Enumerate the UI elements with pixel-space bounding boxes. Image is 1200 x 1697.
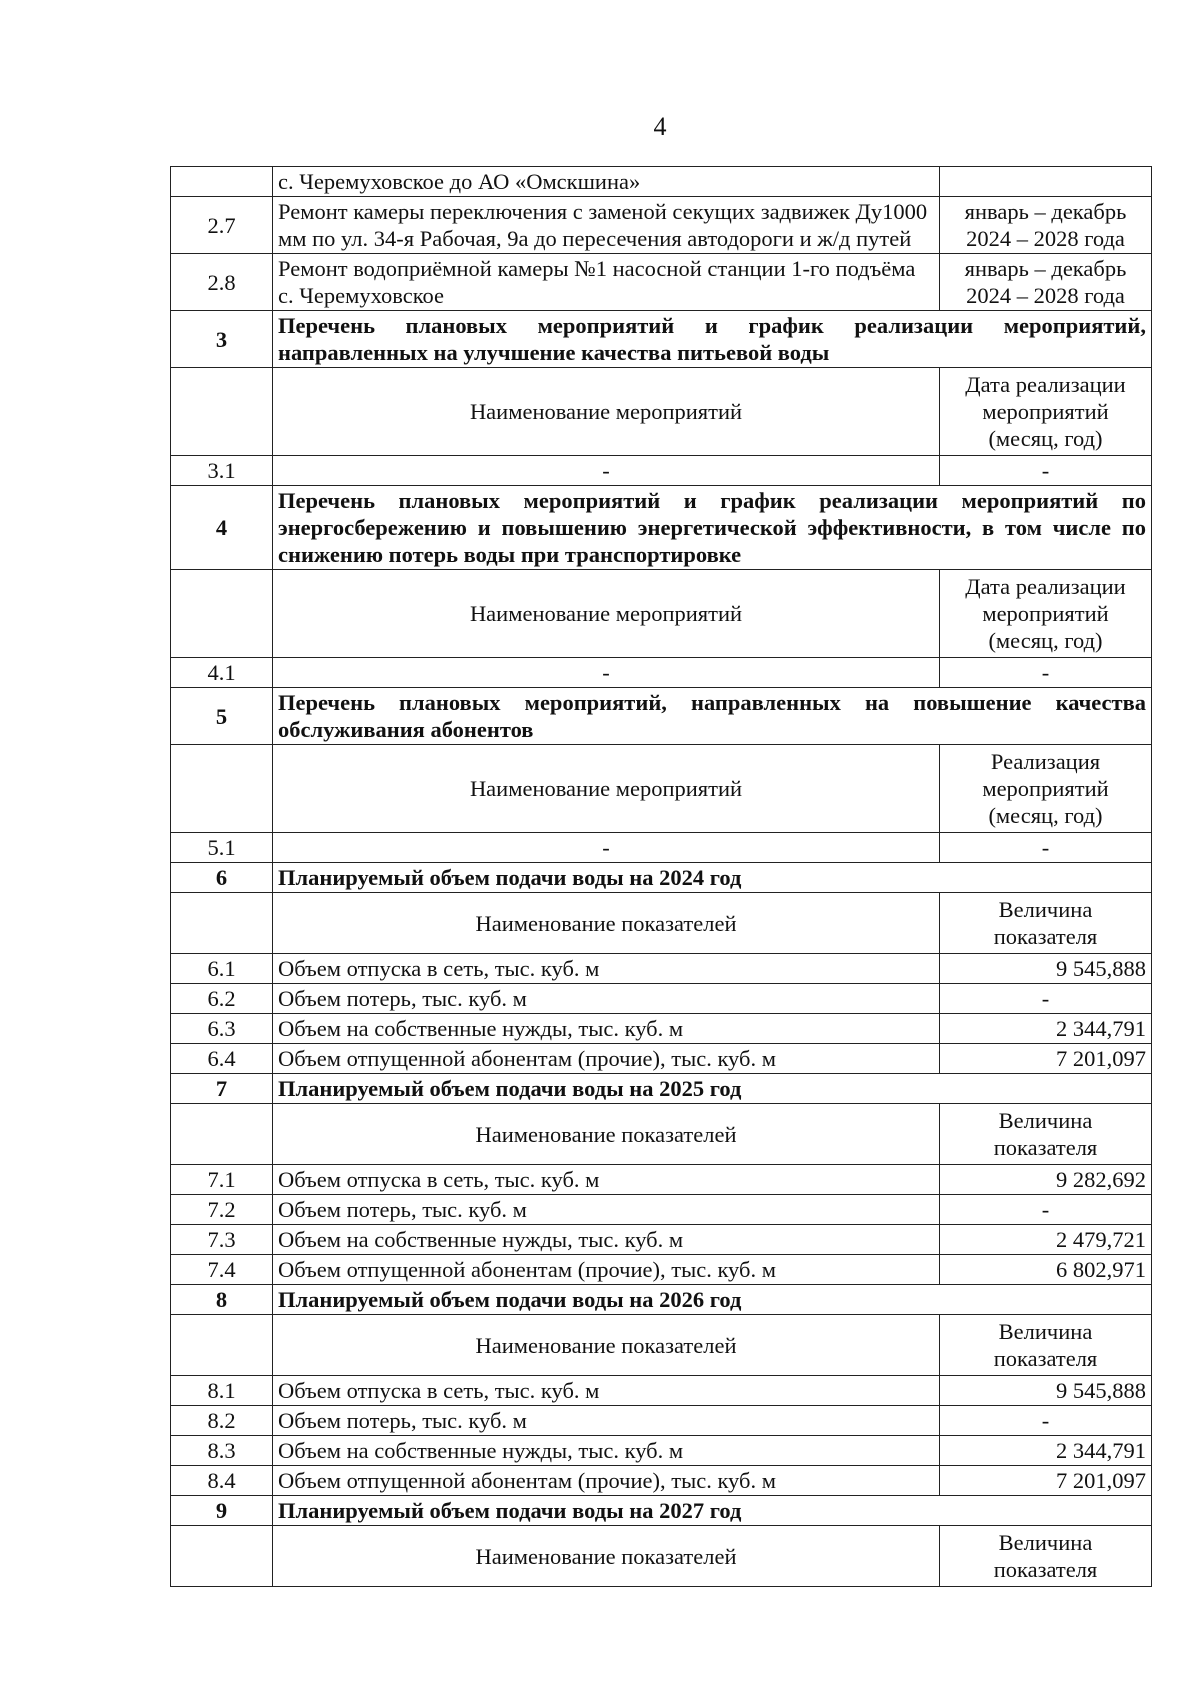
header-number-cell <box>171 1315 273 1376</box>
section-number: 5 <box>171 688 273 745</box>
table-row <box>171 197 1152 254</box>
row-number: 8.2 <box>171 1406 273 1436</box>
section-title: Планируемый объем подачи воды на 2027 год <box>273 1496 1152 1526</box>
section-title: Планируемый объем подачи воды на 2024 год <box>273 863 1152 893</box>
section-row <box>171 311 1152 368</box>
header-number-cell <box>171 1526 273 1587</box>
column-header-row <box>171 1315 1152 1376</box>
row-name: Объем отпущенной абонентам (прочие), тыс. куб. м <box>273 1255 940 1285</box>
row-number: 6.1 <box>171 954 273 984</box>
header-number-cell <box>171 745 273 833</box>
row-name: Ремонт водоприёмной камеры №1 насосной станции 1-го подъёма с. Черемуховское <box>273 254 940 311</box>
row-number: 8.3 <box>171 1436 273 1466</box>
section-number: 4 <box>171 486 273 570</box>
section-number: 3 <box>171 311 273 368</box>
row-number: 7.4 <box>171 1255 273 1285</box>
measures-table <box>170 166 1152 1587</box>
row-number: 6.3 <box>171 1014 273 1044</box>
section-row <box>171 486 1152 570</box>
section-title: Перечень плановых мероприятий, направленных на повышение качества обслуживания абонентов <box>273 688 1152 745</box>
column-header-row <box>171 1104 1152 1165</box>
page-number: 4 <box>653 112 667 141</box>
row-name: - <box>273 833 940 863</box>
row-value <box>940 167 1152 197</box>
column-header-row <box>171 368 1152 456</box>
row-number: 7.1 <box>171 1165 273 1195</box>
row-value: 6 802,971 <box>940 1255 1152 1285</box>
header-name: Наименование показателей <box>273 1104 940 1165</box>
row-value: 9 545,888 <box>940 1376 1152 1406</box>
row-name: Ремонт камеры переключения с заменой секущих задвижек Ду1000 мм по ул. 34-я Рабочая, 9а до пересечения автодороги и ж/д путей <box>273 197 940 254</box>
row-value: - <box>940 984 1152 1014</box>
row-value: 9 282,692 <box>940 1165 1152 1195</box>
header-value: Величина показателя <box>940 893 1152 954</box>
row-number <box>171 167 273 197</box>
row-name: Объем отпуска в сеть, тыс. куб. м <box>273 1165 940 1195</box>
row-name: Объем потерь, тыс. куб. м <box>273 1195 940 1225</box>
row-number: 2.8 <box>171 254 273 311</box>
header-value: Величина показателя <box>940 1104 1152 1165</box>
table-row <box>171 167 1152 197</box>
table-row <box>171 1165 1152 1195</box>
column-header-row <box>171 570 1152 658</box>
section-number: 7 <box>171 1074 273 1104</box>
table-row <box>171 1014 1152 1044</box>
row-name: Объем на собственные нужды, тыс. куб. м <box>273 1436 940 1466</box>
section-row <box>171 863 1152 893</box>
column-header-row <box>171 893 1152 954</box>
row-name: Объем потерь, тыс. куб. м <box>273 984 940 1014</box>
table-row <box>171 1466 1152 1496</box>
row-value: 7 201,097 <box>940 1466 1152 1496</box>
section-number: 6 <box>171 863 273 893</box>
row-number: 5.1 <box>171 833 273 863</box>
row-number: 8.1 <box>171 1376 273 1406</box>
row-name: Объем отпущенной абонентам (прочие), тыс. куб. м <box>273 1044 940 1074</box>
table-row <box>171 1225 1152 1255</box>
row-value: январь – декабрь 2024 – 2028 года <box>940 197 1152 254</box>
section-title: Планируемый объем подачи воды на 2025 год <box>273 1074 1152 1104</box>
section-row <box>171 688 1152 745</box>
row-name: Объем отпуска в сеть, тыс. куб. м <box>273 954 940 984</box>
row-value: 7 201,097 <box>940 1044 1152 1074</box>
column-header-row <box>171 745 1152 833</box>
header-value: Величина показателя <box>940 1526 1152 1587</box>
table-row <box>171 833 1152 863</box>
table-row <box>171 1255 1152 1285</box>
row-number: 7.3 <box>171 1225 273 1255</box>
column-header-row <box>171 1526 1152 1587</box>
table-row <box>171 658 1152 688</box>
row-name: Объем отпуска в сеть, тыс. куб. м <box>273 1376 940 1406</box>
header-number-cell <box>171 893 273 954</box>
row-value: 2 344,791 <box>940 1436 1152 1466</box>
table-row <box>171 1406 1152 1436</box>
header-number-cell <box>171 368 273 456</box>
section-title: Перечень плановых мероприятий и график реализации мероприятий, направленных на улучшение качества питьевой воды <box>273 311 1152 368</box>
table-row <box>171 1195 1152 1225</box>
header-value: Дата реализации мероприятий (месяц, год) <box>940 570 1152 658</box>
section-number: 9 <box>171 1496 273 1526</box>
table-row <box>171 954 1152 984</box>
row-name: Объем на собственные нужды, тыс. куб. м <box>273 1225 940 1255</box>
table-row <box>171 1376 1152 1406</box>
table-row <box>171 984 1152 1014</box>
header-value: Реализация мероприятий (месяц, год) <box>940 745 1152 833</box>
table-row <box>171 456 1152 486</box>
header-value: Величина показателя <box>940 1315 1152 1376</box>
row-name: - <box>273 456 940 486</box>
row-name: Объем на собственные нужды, тыс. куб. м <box>273 1014 940 1044</box>
row-name: Объем потерь, тыс. куб. м <box>273 1406 940 1436</box>
row-number: 6.2 <box>171 984 273 1014</box>
header-name: Наименование мероприятий <box>273 368 940 456</box>
row-value: - <box>940 1195 1152 1225</box>
header-value: Дата реализации мероприятий (месяц, год) <box>940 368 1152 456</box>
section-row <box>171 1496 1152 1526</box>
row-name: с. Черемуховское до АО «Омскшина» <box>273 167 940 197</box>
section-row <box>171 1074 1152 1104</box>
row-value: 2 344,791 <box>940 1014 1152 1044</box>
row-name: - <box>273 658 940 688</box>
row-value: 2 479,721 <box>940 1225 1152 1255</box>
row-value: 9 545,888 <box>940 954 1152 984</box>
row-number: 6.4 <box>171 1044 273 1074</box>
row-number: 8.4 <box>171 1466 273 1496</box>
header-number-cell <box>171 1104 273 1165</box>
header-name: Наименование показателей <box>273 1526 940 1587</box>
section-title: Планируемый объем подачи воды на 2026 год <box>273 1285 1152 1315</box>
row-value: январь – декабрь 2024 – 2028 года <box>940 254 1152 311</box>
row-value: - <box>940 456 1152 486</box>
table-row <box>171 1044 1152 1074</box>
row-number: 3.1 <box>171 456 273 486</box>
header-name: Наименование мероприятий <box>273 570 940 658</box>
section-row <box>171 1285 1152 1315</box>
section-number: 8 <box>171 1285 273 1315</box>
row-number: 7.2 <box>171 1195 273 1225</box>
header-name: Наименование показателей <box>273 1315 940 1376</box>
row-value: - <box>940 1406 1152 1436</box>
table-row <box>171 1436 1152 1466</box>
header-name: Наименование мероприятий <box>273 745 940 833</box>
row-name: Объем отпущенной абонентам (прочие), тыс. куб. м <box>273 1466 940 1496</box>
row-number: 4.1 <box>171 658 273 688</box>
section-title: Перечень плановых мероприятий и график реализации мероприятий по энергосбережению и повышению энергетической эффективности, в том числе по снижению потерь воды при транспортировке <box>273 486 1152 570</box>
row-number: 2.7 <box>171 197 273 254</box>
header-number-cell <box>171 570 273 658</box>
header-name: Наименование показателей <box>273 893 940 954</box>
row-value: - <box>940 658 1152 688</box>
table-row <box>171 254 1152 311</box>
row-value: - <box>940 833 1152 863</box>
